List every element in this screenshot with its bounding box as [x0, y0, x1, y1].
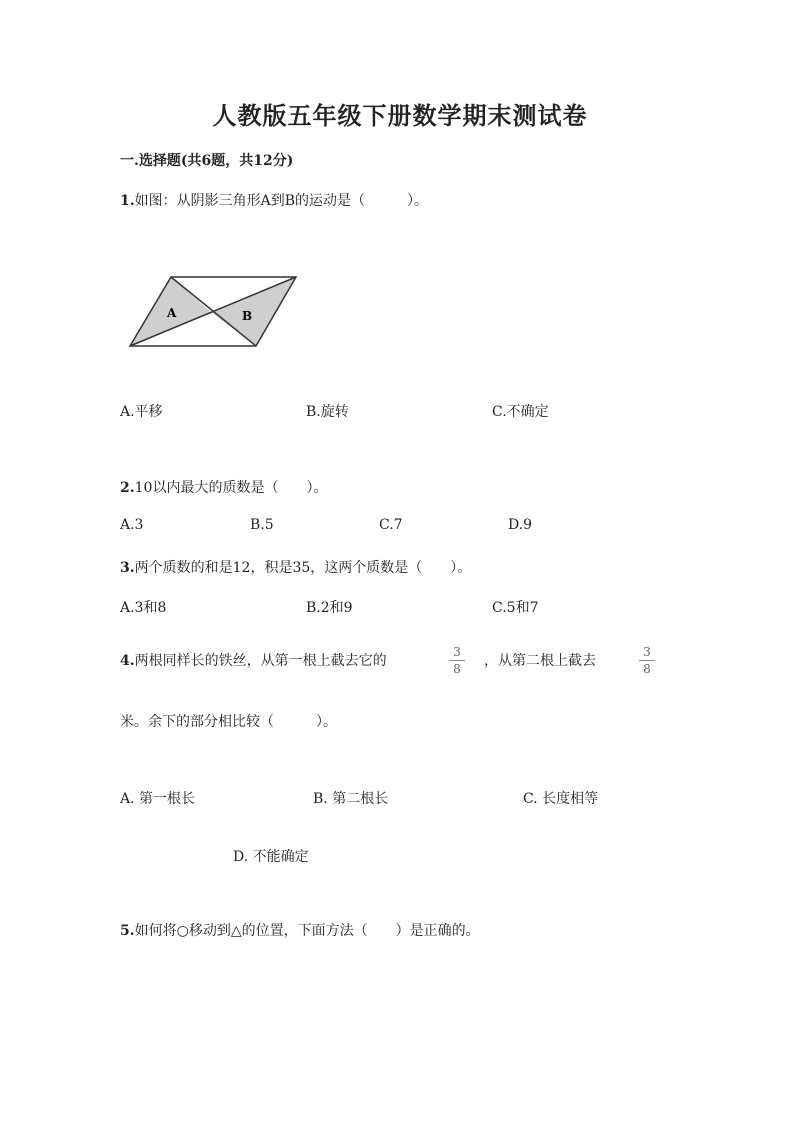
question-4-line-1: [120, 650, 387, 670]
parallelogram-figure: [125, 272, 305, 354]
q4-option-d[interactable]: D. 不能确定: [233, 849, 309, 865]
question-4-number: 4.: [120, 653, 135, 669]
q3-option-a[interactable]: A.3和8: [120, 600, 167, 616]
label-b: B: [242, 309, 253, 323]
q4-option-c[interactable]: C. 长度相等: [523, 791, 599, 807]
section-heading: 一.选择题(共6题，共12分): [120, 153, 294, 169]
question-1: [120, 190, 428, 210]
fraction-1-numerator: 3: [453, 645, 461, 659]
fraction-2-numerator: 3: [643, 645, 651, 659]
q2-option-b[interactable]: B.5: [250, 517, 274, 533]
triangle-b: [212, 277, 296, 346]
q1-option-a[interactable]: A.平移: [120, 404, 163, 420]
question-1-text: 如图：从阴影三角形A到B的运动是（ ）。: [134, 193, 429, 209]
question-5-number: 5.: [120, 923, 135, 939]
fraction-2-denominator: 8: [643, 662, 651, 676]
question-4-text-part-1: 两根同样长的铁丝，从第一根上截去它的: [134, 653, 387, 669]
q2-option-c[interactable]: C.7: [379, 517, 403, 533]
question-1-number: 1.: [120, 193, 135, 209]
q4-option-b[interactable]: B. 第二根长: [313, 791, 389, 807]
q1-option-c[interactable]: C.不确定: [492, 404, 549, 420]
q3-option-c[interactable]: C.5和7: [492, 600, 539, 616]
q1-option-b[interactable]: B.旋转: [306, 404, 349, 420]
question-4-text-part-3: 米。余下的部分相比较（ ）。: [120, 714, 337, 730]
page-title: 人教版五年级下册数学期末测试卷: [212, 101, 588, 130]
question-2-text: 10以内最大的质数是（ ）。: [134, 480, 328, 496]
q4-option-a[interactable]: A. 第一根长: [120, 791, 196, 807]
question-3-number: 3.: [120, 560, 135, 576]
question-3-text: 两个质数的和是12，积是35，这两个质数是（ ）。: [134, 560, 472, 576]
fraction-1-denominator: 8: [453, 662, 461, 676]
q3-option-b[interactable]: B.2和9: [306, 600, 353, 616]
question-3: [120, 557, 471, 577]
fraction-2: [639, 645, 655, 676]
question-4-text-part-2: ，从第二根上截去: [484, 653, 596, 669]
question-2-number: 2.: [120, 480, 135, 496]
question-5-text: 如何将○移动到△的位置，下面方法（ ）是正确的。: [134, 923, 480, 939]
q2-option-d[interactable]: D.9: [508, 517, 533, 533]
question-2: [120, 477, 327, 497]
label-a: A: [167, 306, 177, 320]
question-5: [120, 920, 480, 940]
fraction-1: [449, 645, 465, 676]
q2-option-a[interactable]: A.3: [120, 517, 144, 533]
